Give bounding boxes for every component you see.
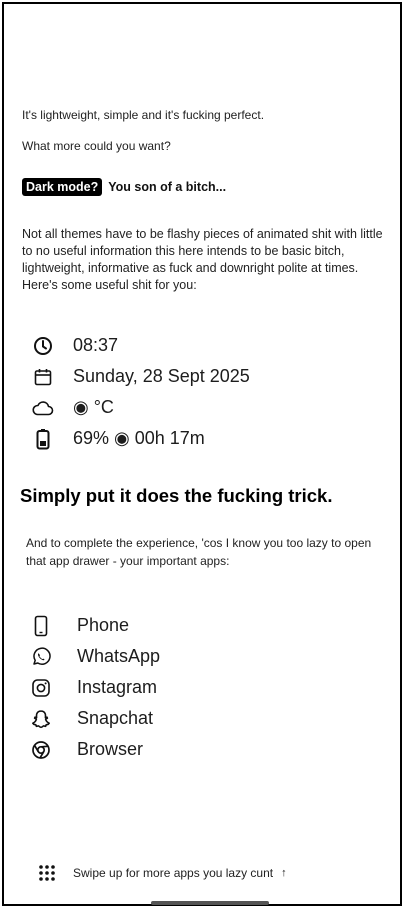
app-instagram[interactable] — [30, 672, 160, 703]
weather-value: ◉ °C — [73, 397, 114, 417]
battery-row[interactable] — [32, 423, 250, 454]
app-label: Phone — [77, 615, 130, 635]
apps-intro-paragraph: And to complete the experience, 'cos I know you too lazy to open that app drawer - your important apps: — [26, 536, 372, 568]
clock-icon — [32, 335, 54, 357]
snapchat-icon — [30, 708, 52, 730]
app-drawer-hint[interactable] — [38, 864, 287, 882]
intro-line-2: What more could you want? — [22, 139, 171, 153]
tagline-heading: Simply put it does the fucking trick. — [20, 485, 333, 506]
app-snapchat[interactable] — [30, 703, 160, 734]
app-label: Snapchat — [77, 708, 154, 728]
app-browser[interactable] — [30, 734, 160, 765]
app-drawer-grid-icon — [38, 864, 56, 882]
battery-value: 69% ◉ 00h 17m — [73, 428, 205, 448]
intro-text — [22, 108, 264, 170]
app-list — [30, 610, 160, 765]
app-label: WhatsApp — [77, 646, 161, 666]
cloud-icon — [32, 397, 54, 419]
clock-row[interactable] — [32, 330, 250, 361]
dark-mode-badge: Dark mode? — [22, 178, 102, 196]
description-paragraph: Not all themes have to be flashy pieces of animated shit with little to no useful information this here intends to be basic bitch, lightweight, informative as fuck and downright polite at times. Here's some useful shit for you: — [22, 227, 383, 292]
date-value: Sunday, 28 Sept 2025 — [73, 366, 250, 386]
date-row[interactable] — [32, 361, 250, 392]
app-label: Browser — [77, 739, 144, 759]
whatsapp-icon — [30, 646, 52, 668]
info-widget — [32, 330, 250, 454]
phone-icon — [30, 615, 52, 637]
browser-icon — [30, 739, 52, 761]
dark-mode-text: You son of a bitch... — [108, 180, 227, 194]
app-phone[interactable] — [30, 610, 160, 641]
app-whatsapp[interactable] — [30, 641, 160, 672]
calendar-icon — [32, 366, 54, 388]
intro-line-1: It's lightweight, simple and it's fucking perfect. — [22, 108, 265, 122]
app-label: Instagram — [77, 677, 158, 697]
instagram-icon — [30, 677, 52, 699]
home-gesture-bar[interactable] — [151, 901, 269, 905]
weather-row[interactable] — [32, 392, 250, 423]
time-value: 08:37 — [73, 335, 119, 355]
arrow-up-icon: ↑ — [281, 867, 287, 879]
swipe-hint-text: Swipe up for more apps you lazy cunt — [73, 866, 274, 880]
battery-icon — [32, 428, 54, 450]
phone-screen — [2, 2, 402, 906]
dark-mode-row — [22, 178, 226, 196]
